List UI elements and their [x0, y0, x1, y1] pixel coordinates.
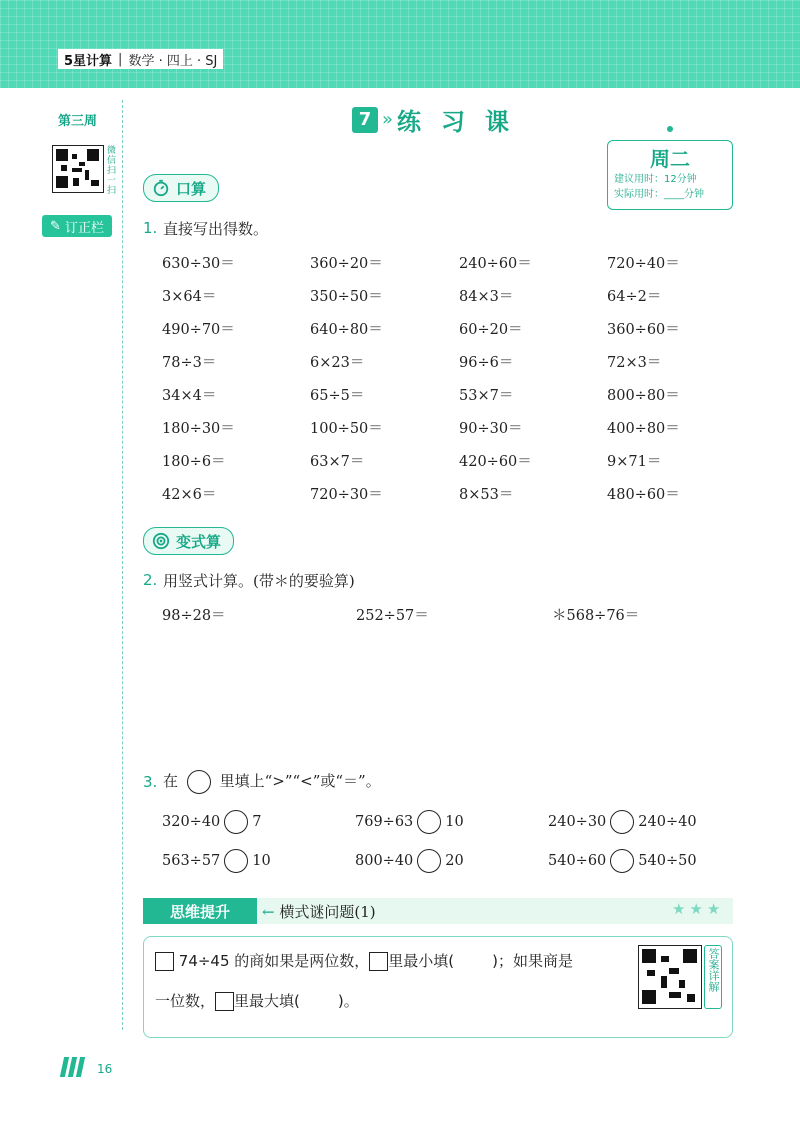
q1-item: 480÷60＝ — [607, 487, 680, 503]
correction-text: 订正栏 — [64, 220, 104, 236]
qr-code-icon[interactable] — [52, 145, 104, 193]
suggested-time: 建议用时：12分钟 — [614, 174, 697, 185]
q1-number: 1. — [143, 219, 158, 237]
correction-column-label — [42, 215, 112, 237]
q1-item: 350÷50＝ — [310, 289, 383, 305]
book-label — [58, 49, 223, 69]
q1-item: 100÷50＝ — [310, 421, 383, 437]
q1-item: 420÷60＝ — [459, 454, 532, 470]
q1-item: 65÷5＝ — [310, 388, 365, 404]
thinking-line1 — [155, 950, 573, 971]
q1-item: 63×7＝ — [310, 454, 365, 470]
q3-text-prefix: 在 — [163, 772, 179, 790]
answer-circle[interactable] — [224, 810, 248, 834]
q1-item: 64÷2＝ — [607, 289, 662, 305]
q1-item: 34×4＝ — [162, 388, 217, 404]
q1-item: 3×64＝ — [162, 289, 217, 305]
answer-circle[interactable] — [417, 849, 441, 873]
q1-item: 360÷20＝ — [310, 256, 383, 272]
q1-text: 直接写出得数。 — [163, 220, 269, 238]
section-oral-label: 口算 — [176, 179, 207, 198]
lesson-number: 7 — [352, 107, 378, 133]
q2-item: 252÷57＝ — [356, 608, 429, 624]
q2-item: 98÷28＝ — [162, 608, 226, 624]
q1-item: 640÷80＝ — [310, 322, 383, 338]
q1-item: 9×71＝ — [607, 454, 662, 470]
answer-circle[interactable] — [610, 810, 634, 834]
pin-icon — [667, 126, 673, 132]
q3-item-left: 563÷57 — [162, 853, 221, 869]
q1-item: 490÷70＝ — [162, 322, 235, 338]
q1-item: 60÷20＝ — [459, 322, 523, 338]
brand-name: 5星计算 — [64, 53, 113, 69]
stopwatch-icon — [152, 179, 170, 197]
answer-circle[interactable] — [224, 849, 248, 873]
q3-item-right: 20 — [445, 853, 464, 869]
q3-item — [162, 849, 271, 873]
lesson-heading — [352, 102, 529, 137]
answer-circle[interactable] — [610, 849, 634, 873]
section-variant — [143, 527, 234, 555]
thinking-line2 — [155, 990, 359, 1011]
separator: | — [118, 51, 123, 67]
q3-item — [162, 810, 262, 834]
day-label: 周二 — [650, 147, 690, 171]
answer-circle[interactable] — [417, 810, 441, 834]
arrow-icon: ← — [262, 903, 275, 921]
q3-item-right: 7 — [252, 814, 262, 830]
q3-text-suffix: 里填上“>”“<”或“＝”。 — [219, 772, 381, 790]
q1-item: 42×6＝ — [162, 487, 217, 503]
thinking-tag: 思维提升 — [143, 898, 257, 924]
compare-circle-icon — [187, 770, 211, 794]
footer-stripes-icon — [62, 1057, 83, 1077]
q3-item-right: 10 — [252, 853, 271, 869]
section-variant-label: 变式算 — [176, 532, 222, 551]
qr-side-label: 微信扫一扫 — [105, 145, 115, 195]
q1-item: 78÷3＝ — [162, 355, 217, 371]
q1-item: 53×7＝ — [459, 388, 514, 404]
section-oral — [143, 174, 219, 202]
subject-label: 数学 · 四上 · SJ — [128, 53, 218, 69]
q1-item: 72×3＝ — [607, 355, 662, 371]
q3-item-right: 540÷50 — [638, 853, 697, 869]
thinking-subtitle — [262, 901, 376, 922]
q1-item: 360÷60＝ — [607, 322, 680, 338]
schedule-card — [607, 140, 733, 210]
double-chevron-icon: » — [382, 109, 394, 130]
q3-text — [163, 770, 381, 794]
q1-item: 720÷40＝ — [607, 256, 680, 272]
q3-item-left: 800÷40 — [355, 853, 414, 869]
thinking-line1-c: )；如果商是 — [492, 952, 574, 970]
thinking-line1-b: 里最小填( — [388, 952, 455, 970]
q1-item: 96÷6＝ — [459, 355, 514, 371]
q3-number: 3. — [143, 773, 158, 791]
q1-item: 8×53＝ — [459, 487, 514, 503]
thinking-line2-a: 一位数， — [155, 992, 216, 1010]
thinking-line1-a: 74÷45 的商如果是两位数， — [178, 952, 370, 970]
margin-divider — [122, 100, 123, 1030]
q2-text: 用竖式计算。(带＊的要验算) — [163, 572, 355, 590]
star-rating-icon: ★★★ — [672, 900, 725, 918]
q3-item-right: 240÷40 — [638, 814, 697, 830]
thinking-line2-b: 里最大填( — [234, 992, 300, 1010]
q1-item: 720÷30＝ — [310, 487, 383, 503]
q1-item: 800÷80＝ — [607, 388, 680, 404]
blank-square — [155, 952, 174, 971]
header-band — [0, 0, 800, 88]
target-icon — [152, 532, 170, 550]
q1-item: 180÷30＝ — [162, 421, 235, 437]
answer-label: 答案详解 — [707, 948, 720, 992]
blank-square — [215, 992, 234, 1011]
q3-item-left: 240÷30 — [548, 814, 607, 830]
answer-label-box — [704, 945, 722, 1009]
actual-time: 实际用时：____分钟 — [614, 189, 704, 200]
q1-item: 90÷30＝ — [459, 421, 523, 437]
q3-item-left: 540÷60 — [548, 853, 607, 869]
q1-item: 84×3＝ — [459, 289, 514, 305]
answer-qr-code-icon[interactable] — [638, 945, 702, 1009]
q3-item — [355, 849, 464, 873]
pencil-icon: ✎ — [50, 218, 61, 234]
q2-item: ＊568÷76＝ — [552, 608, 640, 624]
q3-item — [355, 810, 464, 834]
q3-item-left: 320÷40 — [162, 814, 221, 830]
q1-item: 180÷6＝ — [162, 454, 226, 470]
q3-item — [548, 849, 697, 873]
q1-item: 630÷30＝ — [162, 256, 235, 272]
blank-square — [369, 952, 388, 971]
thinking-subtitle-text: 横式谜问题(1) — [279, 903, 376, 921]
q1-item: 400÷80＝ — [607, 421, 680, 437]
q2-number: 2. — [143, 571, 158, 589]
q3-item-right: 10 — [445, 814, 464, 830]
q3-item — [548, 810, 697, 834]
q1-item: 6×23＝ — [310, 355, 365, 371]
page-number: 16 — [97, 1062, 113, 1076]
q1-item: 240÷60＝ — [459, 256, 532, 272]
q3-item-left: 769÷63 — [355, 814, 414, 830]
thinking-line2-c: )。 — [337, 992, 359, 1010]
lesson-title: 练习课 — [397, 108, 530, 136]
week-label: 第三周 — [58, 114, 98, 129]
